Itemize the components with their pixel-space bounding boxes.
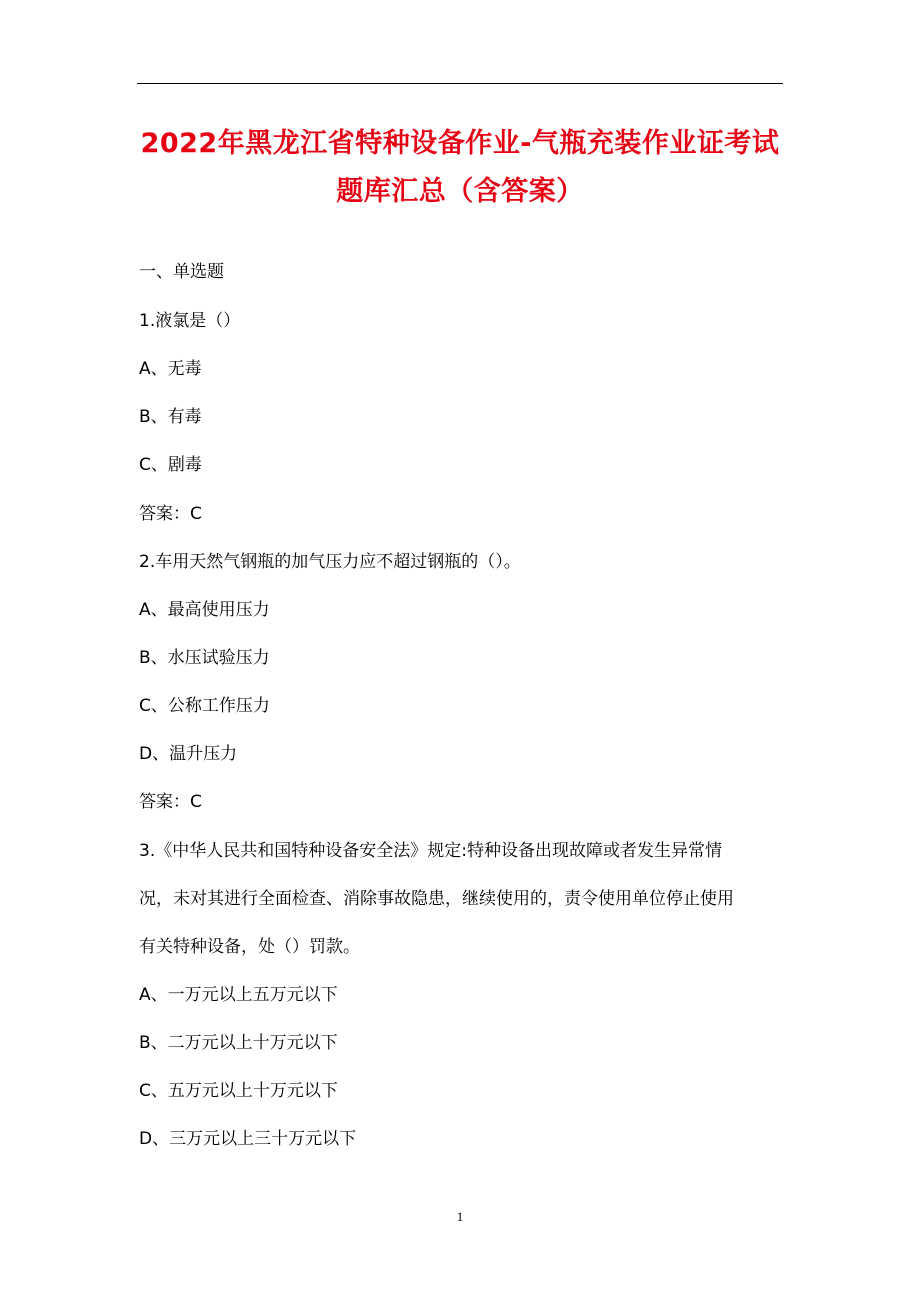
header-rule [137,83,783,84]
question-2-option-c: C、公称工作压力 [139,696,270,716]
page-number: 1 [456,1209,464,1224]
question-2-stem: 2.车用天然气钢瓶的加气压力应不超过钢瓶的（）。 [139,552,521,572]
document-title [120,120,800,216]
question-1-option-c: C、剧毒 [139,455,202,475]
question-1-option-a: A、无毒 [139,359,202,379]
question-3-stem-line-2: 况，未对其进行全面检查、消除事故隐患，继续使用的，责令使用单位停止使用 [139,889,734,909]
question-1-answer: 答案：C [139,504,202,524]
question-3-option-d: D、三万元以上三十万元以下 [139,1129,357,1149]
question-3-stem-line-3: 有关特种设备，处（）罚款。 [139,937,360,957]
question-2-option-b: B、水压试验压力 [139,648,270,668]
title-line-1: 2022年黑龙江省特种设备作业-气瓶充装作业证考试 [140,128,780,159]
title-line-2: 题库汇总（含答案） [336,176,584,207]
question-1-option-b: B、有毒 [139,407,202,427]
question-3-option-a: A、一万元以上五万元以下 [139,985,338,1005]
question-3-option-c: C、五万元以上十万元以下 [139,1081,338,1101]
question-2-option-a: A、最高使用压力 [139,600,270,620]
question-1-stem: 1.液氯是（） [139,311,241,331]
question-3-option-b: B、二万元以上十万元以下 [139,1033,338,1053]
section-heading: 一、单选题 [139,262,224,282]
question-2-answer: 答案：C [139,792,202,812]
question-3-stem [139,839,789,983]
question-3-stem-line-1: 3.《中华人民共和国特种设备安全法》规定:特种设备出现故障或者发生异常情 [139,841,722,861]
question-2-option-d: D、温升压力 [139,744,238,764]
